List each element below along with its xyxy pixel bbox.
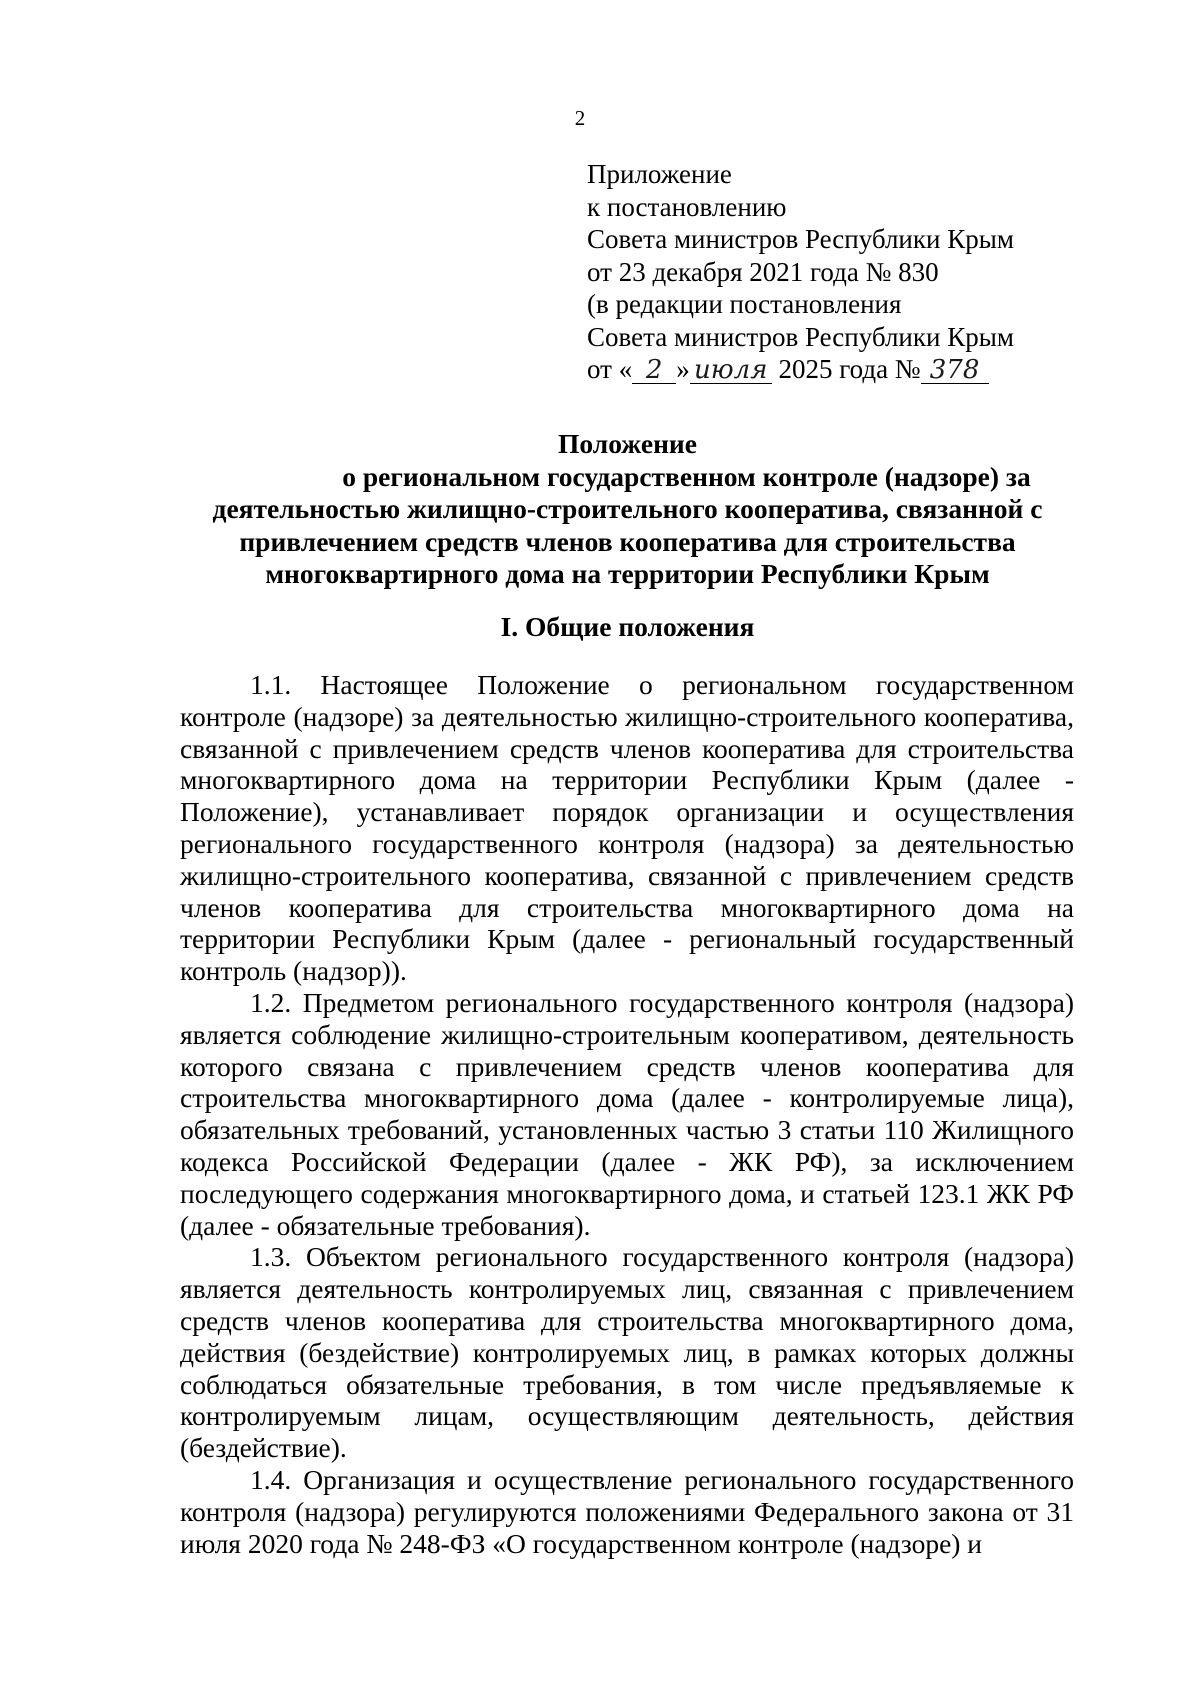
- appendix-date-line: [587, 353, 1014, 386]
- handwritten-number: 378: [921, 357, 989, 384]
- appendix-line: (в редакции постановления: [587, 289, 902, 319]
- paragraph-1-1: 1.1. Настоящее Положение о региональном государственном контроле (надзоре) за деятельностью жилищно-строительного кооператива, связанной с привлечением средств членов кооператива для строительства многоквартирного дома на территории Республики Крым (далее - Положение), устанавливает порядок организации и осуществления регионального государственного контроля (надзора) за деятельностью жилищно-строительного кооператива, связанной с привлечением средств членов кооператива для строительства многоквартирного дома на территории Республики Крым (далее - региональный государственный контроль (надзор)).: [180, 669, 1074, 987]
- date-prefix: от «: [587, 354, 633, 384]
- date-year: 2025 года №: [771, 354, 921, 384]
- handwritten-month: июля: [690, 357, 772, 384]
- appendix-line: Совета министров Республики Крым: [587, 224, 1014, 254]
- document-title: [175, 428, 1080, 591]
- appendix-line: Приложение: [587, 159, 732, 189]
- title-line: многоквартирного дома на территории Республики Крым: [265, 558, 990, 589]
- title-line: привлечением средств членов кооператива для строительства: [239, 525, 1016, 557]
- title-line: о региональном государственном контроле (надзоре) за: [342, 460, 1031, 492]
- appendix-line: Совета министров Республики Крым: [587, 321, 1014, 352]
- date-quote: »: [676, 354, 690, 384]
- appendix-block: [587, 158, 1014, 386]
- title-line: Положение: [558, 428, 697, 459]
- section-heading: I. Общие положения: [500, 611, 755, 642]
- appendix-line: к постановлению: [587, 191, 787, 222]
- paragraph-1-2: 1.2. Предметом регионального государственного контроля (надзора) является соблюдение жилищно-строительным кооперативом, деятельность которого связана с привлечением средств членов кооператива для строительства многоквартирного дома (далее - контролируемые лица), обязательных требований, установленных частью 3 статьи 110 Жилищного кодекса Российской Федерации (далее - ЖК РФ), за исключением последующего содержания многоквартирного дома, и статьей 123.1 ЖК РФ (далее - обязательные требования).: [180, 986, 1074, 1241]
- page-number: 2: [574, 106, 586, 130]
- paragraph-1-4: 1.4. Организация и осуществление регионального государственного контроля (надзора) регулируются положениями Федерального закона от 31 июля 2020 года № 248-ФЗ «О государственном контроле (надзоре) и: [180, 1463, 1074, 1559]
- appendix-line: от 23 декабря 2021 года № 830: [587, 256, 939, 287]
- body-text: [180, 669, 1074, 1559]
- title-line: деятельностью жилищно-строительного кооператива, связанной с: [212, 493, 1043, 524]
- paragraph-1-3: 1.3. Объектом регионального государственного контроля (надзора) является деятельность контролируемых лиц, связанная с привлечением средств членов кооператива для строительства многоквартирного дома, действия (бездействие) контролируемых лиц, в рамках которых должны соблюдаться обязательные требования, в том числе предъявляемые к контролируемым лицам, осуществляющим деятельность, действия (бездействие).: [180, 1241, 1074, 1464]
- handwritten-day: 2: [632, 357, 676, 384]
